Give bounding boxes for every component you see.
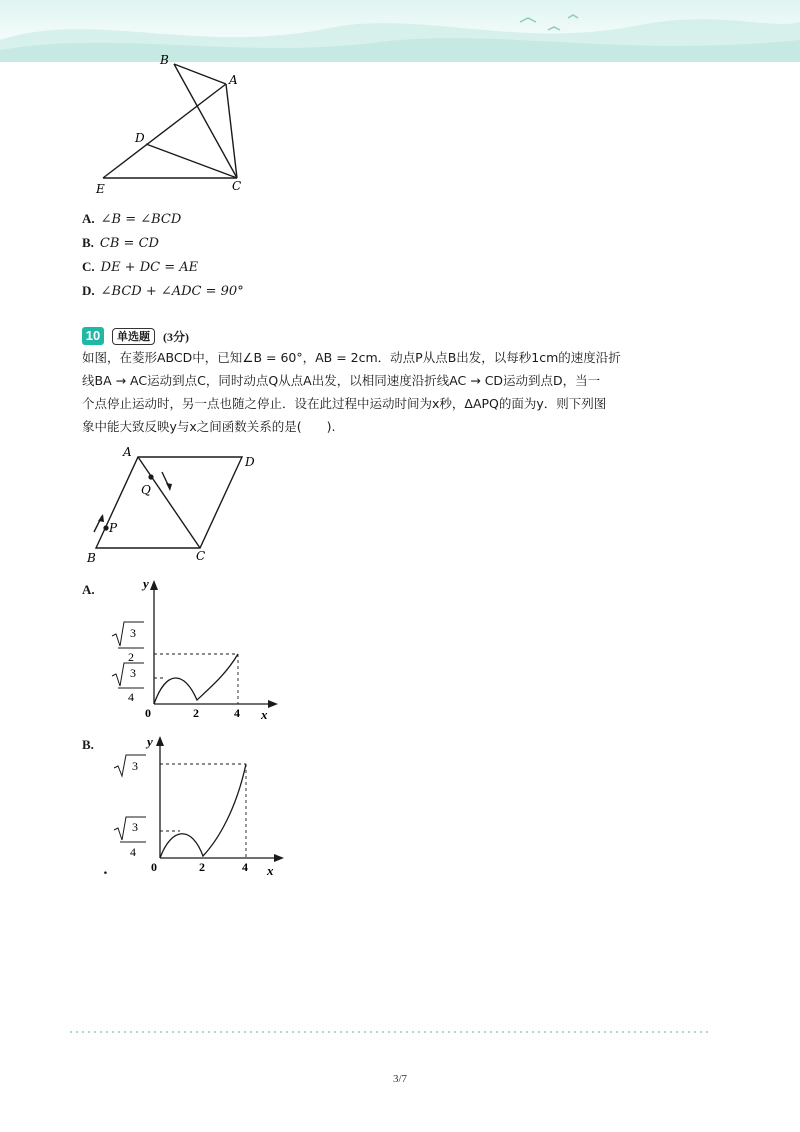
question-score: (3分) [163, 329, 189, 344]
q10-point-c: C [196, 549, 206, 563]
graph-a-x-label: x [261, 707, 268, 722]
tick-numerator: 3 [132, 820, 138, 834]
option-key: C. [82, 259, 95, 274]
q10-header [82, 326, 189, 346]
question-type-badge: 单选题 [112, 328, 155, 345]
stem-line: 象中能大致反映y与x之间函数关系的是( ). [82, 419, 336, 434]
option-expr: DE + DC = AE [100, 260, 199, 275]
graph-a-ytick-sqrt3-over-4 [112, 663, 144, 704]
stem-line: 个点停止运动时，另一点也随之停止．设在此过程中运动时间为x秒，ΔAPQ的面为y．则下列图 [82, 396, 607, 411]
point-p-dot [103, 525, 108, 530]
graph-a-ytick-sqrt3-over-2 [112, 622, 144, 664]
tick-denominator: 4 [128, 690, 134, 704]
q10-point-q: Q [141, 483, 151, 497]
q10-point-a: A [123, 445, 132, 459]
tick-numerator: 3 [132, 759, 138, 773]
tick-denominator: 2 [128, 650, 134, 664]
option-expr: ∠BCD + ∠ADC = 90° [100, 284, 244, 299]
graph-b-tick-0: 0 [151, 860, 157, 874]
arrow-p-head [98, 514, 104, 522]
q9-point-d: D [135, 131, 145, 145]
graph-a-tick-2: 2 [193, 706, 199, 720]
stray-mark: . [103, 862, 108, 878]
graph-b-x-label: x [267, 863, 274, 878]
option-key: B. [82, 235, 94, 250]
graph-b-y-label: y [147, 734, 153, 749]
q9-point-c: C [232, 179, 242, 193]
q9-option-c[interactable] [82, 259, 198, 275]
q9-figure [80, 48, 280, 198]
graph-a-tick-0: 0 [145, 706, 151, 720]
graph-b-ytick-sqrt3 [114, 755, 146, 776]
graph-a-tick-4: 4 [234, 706, 240, 720]
stem-line: 如图，在菱形ABCD中，已知∠B = 60°，AB = 2cm．动点P从点B出发，以每秒1cm的速度沿折 [82, 350, 621, 365]
question-number: 10 [82, 327, 104, 345]
arrow-q-head [166, 483, 172, 491]
graph-b-label[interactable]: B. [82, 737, 94, 752]
q10-stem [82, 346, 722, 438]
footer-divider [68, 1031, 708, 1033]
stem-line: 线BA → AC运动到点C，同时动点Q从点A出发，以相同速度沿折线AC → CD运动到点D，当一 [82, 373, 601, 388]
q9-option-d[interactable] [82, 283, 244, 299]
graph-b-tick-2: 2 [199, 860, 205, 874]
option-expr: CB = CD [99, 236, 159, 251]
option-expr: ∠B = ∠BCD [100, 212, 182, 227]
q10-rhombus-figure [80, 444, 270, 569]
tick-numerator: 3 [130, 626, 136, 640]
graph-b-tick-4: 4 [242, 860, 248, 874]
q9-point-a: A [229, 73, 238, 87]
graph-a-label[interactable]: A. [82, 582, 95, 597]
tick-numerator: 3 [130, 666, 136, 680]
graph-a-y-label: y [143, 576, 149, 591]
page-number: 3/7 [392, 1073, 408, 1085]
q9-point-e: E [96, 182, 105, 196]
q10-point-d: D [245, 455, 255, 469]
graph-a[interactable] [100, 574, 290, 724]
q10-point-b: B [87, 551, 96, 565]
q9-point-b: B [160, 53, 169, 67]
q9-option-a[interactable] [82, 211, 181, 227]
graph-b-ytick-sqrt3-over-4 [114, 817, 146, 859]
q10-point-p: P [109, 521, 118, 535]
point-q-dot [148, 474, 153, 479]
tick-denominator: 4 [130, 845, 136, 859]
graph-b[interactable] [100, 730, 295, 882]
option-key: D. [82, 283, 95, 298]
option-key: A. [82, 211, 95, 226]
q9-option-b[interactable] [82, 235, 159, 251]
